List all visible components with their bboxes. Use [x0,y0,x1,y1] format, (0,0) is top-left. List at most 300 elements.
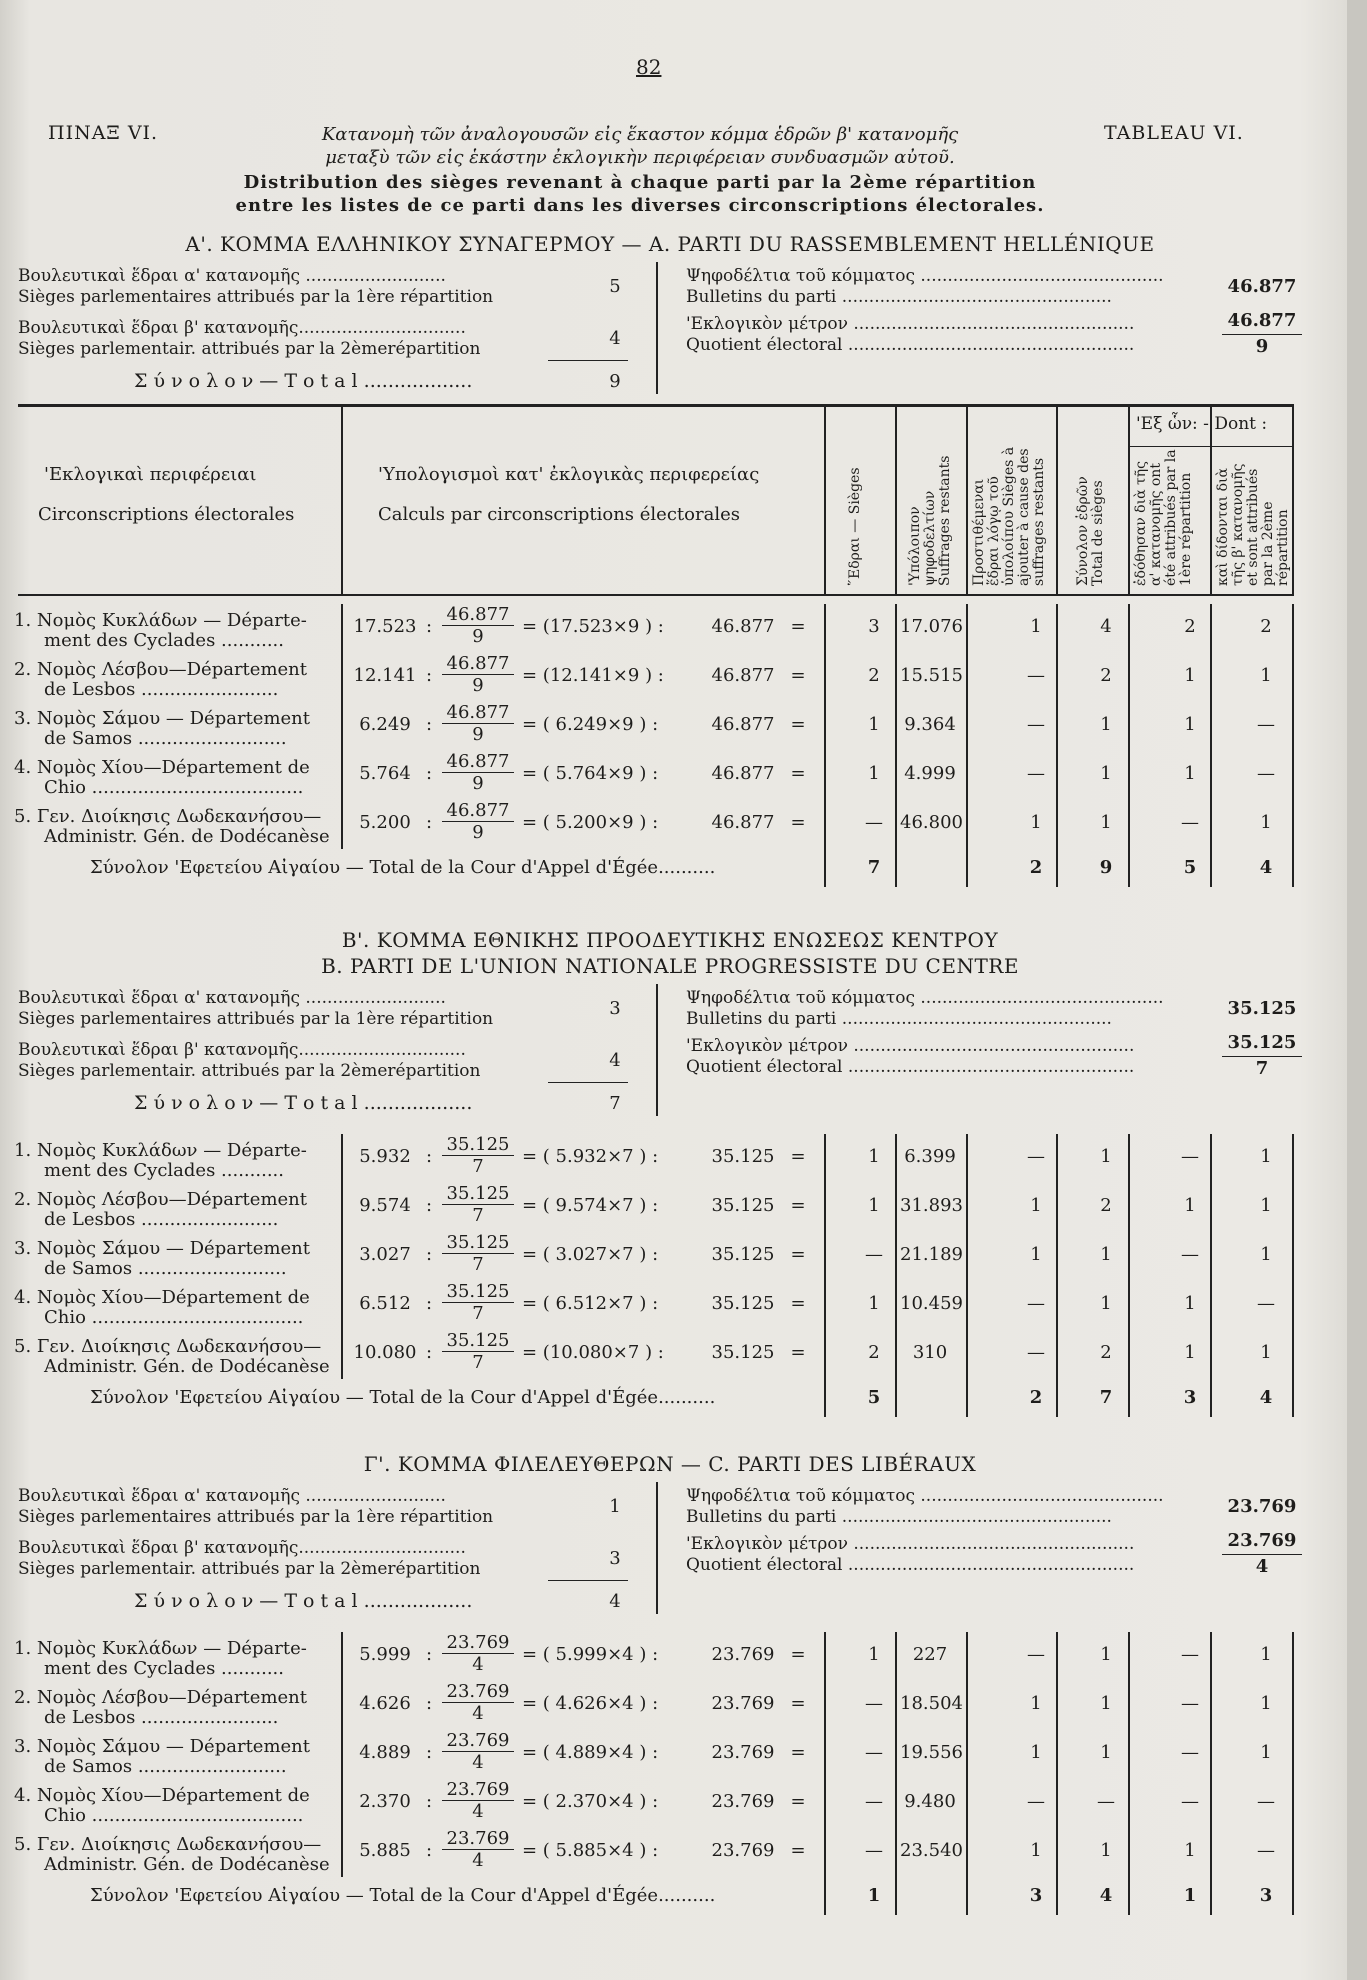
body-column-rule [1056,1134,1058,1417]
total-first-sum: 5 [1183,857,1197,878]
quotient-fraction [442,604,514,647]
calculation-divisor: 23.769 [711,1644,775,1665]
district-votes: 5.932 [359,1146,411,1167]
second-allocation-value: — [1257,1791,1275,1812]
total-sieges-value: 1 [1100,714,1112,735]
quotient-fraction [442,1632,514,1675]
seats-value: 1 [868,714,880,735]
equals-sign: = [790,1693,806,1714]
electoral-quotient-value: 23.769 [1227,1530,1297,1551]
body-column-rule [1292,1134,1294,1417]
party-ballots-french: Bulletins du parti .................................................. [686,287,1112,307]
body-column-rule [1128,1632,1130,1915]
first-allocation-value: 1 [1184,1195,1196,1216]
party-ballots-value: 23.769 [1227,1496,1297,1517]
party-ballots-value: 46.877 [1227,276,1297,297]
party-name: Γ'. ΚΟΜΜΑ ΦΙΛΕΛΕΥΘΕΡΩΝ — C. PARTI DES LIBÉRAUX [363,1452,977,1476]
title-greek-line2: μεταξὺ τῶν εἰς ἑκάστην ἐκλογικὴν περιφέρειαν συνδυασμῶν αὐτοῦ. [325,147,955,168]
quotient-fraction-line [1222,334,1302,335]
district-name-greek: 2. Νομὸς Λέσβου—Département [14,1189,307,1210]
total-second-sum: 4 [1259,857,1273,878]
total-sieges-value: 1 [1100,763,1112,784]
calculation-divisor: 46.877 [711,812,775,833]
header-bottom-rule [18,594,1294,596]
fraction-numerator: 23.769 [442,1730,514,1752]
second-allocation-value: — [1257,763,1275,784]
second-allocation-value: 1 [1260,1146,1272,1167]
equals-sign: = [790,1644,806,1665]
second-allocation-value: 1 [1260,1342,1272,1363]
calculation-divisor: 35.125 [711,1195,775,1216]
sieges-ajoutes-value: 1 [1030,1693,1042,1714]
calculation-expression: = ( 5.885×4 ) : [522,1840,659,1861]
body-column-rule [1128,604,1130,887]
fraction-denominator: 9 [472,822,484,843]
first-allocation-value: — [1181,1146,1199,1167]
party-ballots-french: Bulletins du parti .................................................. [686,1507,1112,1527]
district-name-greek: 5. Γεν. Διοίκησις Δωδεκανήσου— [14,1834,322,1855]
calculation-divisor: 23.769 [711,1791,775,1812]
equals-sign: = [790,1791,806,1812]
fraction-numerator: 46.877 [442,751,514,773]
seats-value: — [865,1244,883,1265]
total-seats-sum: 5 [867,1387,881,1408]
party-name-french: B. PARTI DE L'UNION NATIONALE PROGRESSISTE DU CENTRE [321,954,1019,978]
district-votes: 5.764 [359,763,411,784]
total-added-sum: 3 [1029,1885,1043,1906]
body-column-rule [895,604,897,887]
body-column-rule [824,1632,826,1915]
equals-sign: = [790,1840,806,1861]
quotient-fraction [442,751,514,794]
district-name-greek: 1. Νομὸς Κυκλάδων — Départe- [14,1638,307,1659]
fraction-denominator: 4 [472,1850,484,1871]
fraction-numerator: 46.877 [442,653,514,675]
title-french-line1: Distribution des sièges revenant à chaque parti par la 2ème répartition [243,172,1037,193]
column-first-allocation: ἐδόθησαν διὰ τῆς α' κατανομῆς ont été attribués par la 1ère répartition [1133,449,1194,586]
quotient-fraction [442,800,514,843]
first-allocation-value: 2 [1184,616,1196,637]
suffrages-restants-value: 15.515 [900,665,963,686]
total-second-sum: 3 [1259,1885,1273,1906]
sieges-ajoutes-value: — [1027,1644,1045,1665]
quotient-fraction [442,1730,514,1773]
sum-underline [548,1082,628,1083]
fraction-denominator: 7 [472,1156,484,1177]
fraction-numerator: 35.125 [442,1330,514,1352]
total-sieges-sum: 9 [1099,857,1113,878]
calculation-divisor: 46.877 [711,763,775,784]
seats-value: — [865,1693,883,1714]
first-allocation-value: — [1181,1693,1199,1714]
quotient-fraction [442,1779,514,1822]
calculation-expression: = ( 9.574×7 ) : [522,1195,659,1216]
calculation-expression: = ( 5.932×7 ) : [522,1146,659,1167]
seats-value: 1 [868,1293,880,1314]
calculation-expression: = (10.080×7 ) : [522,1342,664,1363]
calculation-divisor: 23.769 [711,1742,775,1763]
fraction-numerator: 23.769 [442,1779,514,1801]
district-votes: 4.889 [359,1742,411,1763]
colon-operator: : [425,714,433,735]
total-sieges-value: 1 [1100,1742,1112,1763]
body-column-rule [966,604,968,887]
seats-first-allocation-french: Sièges parlementaires attribués par la 1ère répartition [18,1507,494,1527]
electoral-quotient-value: 35.125 [1227,1032,1297,1053]
seats-first-allocation-value: 5 [609,276,621,297]
sum-underline [548,1580,628,1581]
first-allocation-value: 1 [1184,1840,1196,1861]
seats-first-allocation-greek: Βουλευτικαὶ ἕδραι α' κατανομῆς .......................... [18,1486,446,1506]
second-allocation-value: 1 [1260,1644,1272,1665]
summary-divider [656,984,658,1116]
district-votes: 5.200 [359,812,411,833]
equals-sign: = [790,763,806,784]
first-allocation-value: — [1181,1742,1199,1763]
seats-first-allocation-french: Sièges parlementaires attribués par la 1ère répartition [18,1009,494,1029]
party-ballots-greek: Ψηφοδέλτια τοῦ κόμματος ............................................. [686,988,1164,1008]
electoral-quotient-greek: 'Εκλογικὸν μέτρον .................................................... [686,1534,1135,1554]
fraction-numerator: 35.125 [442,1281,514,1303]
district-name-greek: 3. Νομὸς Σάμου — Département [14,1238,310,1259]
first-allocation-value: — [1181,1644,1199,1665]
district-name-french: Chio ..................................... [44,1307,304,1328]
fraction-denominator: 7 [472,1205,484,1226]
body-column-rule [824,1134,826,1417]
electoral-quotient-greek: 'Εκλογικὸν μέτρον .................................................... [686,1036,1135,1056]
first-allocation-value: 1 [1184,714,1196,735]
fraction-denominator: 7 [472,1352,484,1373]
column-sieges-ajoutes: Προστιθέμεναι ἕδραι λόγῳ τοῦ ὑπολοίπου Sièges à ajouter à cause des suffrages restants [971,446,1047,586]
seats-second-allocation-french: Sièges parlementair. attribués par la 2èmerépartition [18,1061,481,1081]
party-ballots-value: 35.125 [1227,998,1297,1019]
fraction-denominator: 4 [472,1752,484,1773]
body-column-rule [966,1632,968,1915]
electoral-quotient-french: Quotient électoral ..................................................... [686,1555,1135,1575]
calculation-divisor: 46.877 [711,665,775,686]
title-french-line2: entre les listes de ce parti dans les diverses circonscriptions électorales. [235,195,1045,216]
seats-value: 1 [868,1146,880,1167]
quotient-fraction [442,1183,514,1226]
quotient-fraction [442,1134,514,1177]
body-column-rule [966,1134,968,1417]
seat-count-divisor: 7 [1255,1058,1269,1079]
district-name-greek: 3. Νομὸς Σάμου — Département [14,1736,310,1757]
district-name-french: de Lesbos ........................ [44,679,279,700]
calculation-divisor: 35.125 [711,1244,775,1265]
second-allocation-value: — [1257,714,1275,735]
total-sieges-value: 4 [1100,616,1112,637]
equals-sign: = [790,1195,806,1216]
sieges-ajoutes-value: — [1027,1146,1045,1167]
fraction-numerator: 23.769 [442,1828,514,1850]
sieges-ajoutes-value: 1 [1030,616,1042,637]
equals-sign: = [790,616,806,637]
district-votes: 9.574 [359,1195,411,1216]
district-name-greek: 5. Γεν. Διοίκησις Δωδεκανήσου— [14,1336,322,1357]
seats-first-allocation-greek: Βουλευτικαὶ ἕδραι α' κατανομῆς .......................... [18,988,446,1008]
total-sieges-value: 1 [1100,1840,1112,1861]
fraction-numerator: 35.125 [442,1183,514,1205]
quotient-fraction-line [1222,1554,1302,1555]
column-seats: ῞Εδραι — Sièges [847,467,863,586]
sieges-ajoutes-value: — [1027,714,1045,735]
calculation-expression: = ( 3.027×7 ) : [522,1244,659,1265]
district-votes: 17.523 [353,616,417,637]
first-allocation-value: 1 [1184,763,1196,784]
calculation-expression: = ( 5.999×4 ) : [522,1644,659,1665]
seats-second-allocation-value: 4 [609,1050,621,1071]
party-ballots-french: Bulletins du parti .................................................. [686,1009,1112,1029]
district-votes: 4.626 [359,1693,411,1714]
fraction-numerator: 46.877 [442,702,514,724]
fraction-numerator: 23.769 [442,1632,514,1654]
second-allocation-value: 1 [1260,1195,1272,1216]
total-sieges-value: 1 [1100,1244,1112,1265]
total-sieges-value: 2 [1100,1195,1112,1216]
district-votes: 6.249 [359,714,411,735]
calculation-expression: = ( 5.200×9 ) : [522,812,659,833]
body-column-rule [824,604,826,887]
header-column-rule [341,404,343,594]
quotient-fraction [442,1681,514,1724]
first-allocation-value: — [1181,812,1199,833]
suffrages-restants-value: 10.459 [900,1293,963,1314]
second-allocation-value: — [1257,1293,1275,1314]
first-allocation-value: — [1181,1791,1199,1812]
fraction-denominator: 9 [472,626,484,647]
equals-sign: = [790,1342,806,1363]
seat-count-divisor: 9 [1255,336,1269,357]
quotient-fraction [442,653,514,696]
seats-second-allocation-value: 4 [609,328,621,349]
suffrages-restants-value: 19.556 [900,1742,963,1763]
first-allocation-value: 1 [1184,1342,1196,1363]
calculation-expression: = ( 5.764×9 ) : [522,763,659,784]
calculation-divisor: 35.125 [711,1293,775,1314]
district-name-greek: 4. Νομὸς Χίου—Département de [14,757,310,778]
total-added-sum: 2 [1029,857,1043,878]
page-edge [1347,0,1367,1980]
district-votes: 5.885 [359,1840,411,1861]
total-first-sum: 3 [1183,1387,1197,1408]
body-column-rule [1210,1134,1212,1417]
district-name-greek: 2. Νομὸς Λέσβου—Département [14,1687,307,1708]
body-column-rule [1210,1632,1212,1915]
seats-value: 1 [868,1195,880,1216]
seats-total-value: 7 [609,1093,621,1114]
party-ballots-greek: Ψηφοδέλτια τοῦ κόμματος ............................................. [686,266,1164,286]
district-votes: 5.999 [359,1644,411,1665]
title-greek-line1: Κατανομὴ τῶν ἀναλογουσῶν εἰς ἕκαστον κόμμα ἑδρῶν β' κατανομῆς [321,124,959,145]
second-allocation-value: 1 [1260,1244,1272,1265]
seats-value: — [865,1840,883,1861]
column-suffrages-restants: 'Υπόλοιπον ψηφοδελτίων Suffrages restants [907,455,953,586]
fraction-numerator: 46.877 [442,800,514,822]
body-column-rule [1292,604,1294,887]
body-column-rule [1292,1632,1294,1915]
calculation-divisor: 35.125 [711,1146,775,1167]
table-top-rule [18,404,1294,407]
colon-operator: : [425,1742,433,1763]
district-votes: 10.080 [353,1342,417,1363]
fraction-denominator: 9 [472,773,484,794]
colon-operator: : [425,1195,433,1216]
column-second-allocation: καὶ δίδονται διὰ τῆς β' κατανομῆς et sont attribués par la 2ème répartition [1215,463,1291,586]
sieges-ajoutes-value: 1 [1030,1742,1042,1763]
district-name-french: Administr. Gén. de Dodécanèse [44,1356,330,1377]
sieges-ajoutes-value: 1 [1030,1840,1042,1861]
second-allocation-value: 1 [1260,1693,1272,1714]
party-name: Β'. ΚΟΜΜΑ ΕΘΝΙΚΗΣ ΠΡΟΟΔΕΥΤΙΚΗΣ ΕΝΩΣΕΩΣ ΚΕΝΤΡΟΥ [341,928,999,952]
seats-second-allocation-french: Sièges parlementair. attribués par la 2èmerépartition [18,1559,481,1579]
electoral-quotient-greek: 'Εκλογικὸν μέτρον .................................................... [686,314,1135,334]
district-name-greek: 4. Νομὸς Χίου—Département de [14,1785,310,1806]
sieges-ajoutes-value: — [1027,763,1045,784]
colon-operator: : [425,1693,433,1714]
total-added-sum: 2 [1029,1387,1043,1408]
body-column-rule [1128,1134,1130,1417]
suffrages-restants-value: 31.893 [900,1195,963,1216]
second-allocation-value: 1 [1260,665,1272,686]
calculation-expression: = ( 6.512×7 ) : [522,1293,659,1314]
suffrages-restants-value: 17.076 [900,616,963,637]
district-name-greek: 2. Νομὸς Λέσβου—Département [14,659,307,680]
sieges-ajoutes-value: 1 [1030,812,1042,833]
fraction-denominator: 9 [472,724,484,745]
calculation-divisor: 46.877 [711,616,775,637]
equals-sign: = [790,1244,806,1265]
colon-operator: : [425,1342,433,1363]
colon-operator: : [425,1244,433,1265]
seats-total-value: 4 [609,1591,621,1612]
calculation-divisor: 23.769 [711,1840,775,1861]
party-name: Α'. ΚΟΜΜΑ ΕΛΛΗΝΙΚΟΥ ΣΥΝΑΓΕΡΜΟΥ — A. PARTI DU RASSEMBLEMENT HELLÉNIQUE [185,232,1155,256]
fraction-denominator: 9 [472,675,484,696]
seats-first-allocation-value: 1 [609,1496,621,1517]
fraction-denominator: 7 [472,1303,484,1324]
district-name-greek: 1. Νομὸς Κυκλάδων — Départe- [14,1140,307,1161]
district-name-french: Administr. Gén. de Dodécanèse [44,826,330,847]
seats-total-label: Σ ύ ν ο λ ο ν — T o t a l .................. [134,370,473,392]
district-name-greek: 5. Γεν. Διοίκησις Δωδεκανήσου— [14,806,322,827]
seats-first-allocation-value: 3 [609,998,621,1019]
seats-value: — [865,1742,883,1763]
seats-value: 2 [868,1342,880,1363]
calculation-expression: = (17.523×9 ) : [522,616,664,637]
equals-sign: = [790,812,806,833]
district-votes: 12.141 [353,665,417,686]
colon-operator: : [425,1146,433,1167]
seats-total-value: 9 [609,371,621,392]
fraction-numerator: 46.877 [442,604,514,626]
seats-first-allocation-greek: Βουλευτικαὶ ἕδραι α' κατανομῆς .......................... [18,266,446,286]
header-column-rule [1128,404,1130,594]
second-allocation-value: 1 [1260,1742,1272,1763]
district-name-greek: 1. Νομὸς Κυκλάδων — Départe- [14,610,307,631]
seats-second-allocation-value: 3 [609,1548,621,1569]
suffrages-restants-value: 9.364 [904,714,956,735]
table-label-greek: ΠΙΝΑΞ VI. [48,122,159,144]
district-name-french: de Samos .......................... [44,1258,287,1279]
column-circonscriptions-french: Circonscriptions électorales [38,504,295,525]
second-allocation-value: 2 [1260,616,1272,637]
total-seats-sum: 1 [867,1885,881,1906]
seats-total-label: Σ ύ ν ο λ ο ν — T o t a l .................. [134,1092,473,1114]
district-votes: 2.370 [359,1791,411,1812]
district-name-french: de Lesbos ........................ [44,1209,279,1230]
column-total-sieges: Σύνολον ἑδρῶν Total de sièges [1075,476,1106,586]
fraction-denominator: 4 [472,1654,484,1675]
district-name-french: de Samos .......................... [44,1756,287,1777]
seats-total-label: Σ ύ ν ο λ ο ν — T o t a l .................. [134,1590,473,1612]
seats-second-allocation-french: Sièges parlementair. attribués par la 2èmerépartition [18,339,481,359]
equals-sign: = [790,665,806,686]
fraction-numerator: 35.125 [442,1134,514,1156]
fraction-numerator: 35.125 [442,1232,514,1254]
fraction-denominator: 4 [472,1703,484,1724]
column-calculs-french: Calculs par circonscriptions électorales [378,504,740,525]
quotient-fraction [442,702,514,745]
colon-operator: : [425,665,433,686]
header-column-rule [1056,404,1058,594]
calculation-divisor: 46.877 [711,714,775,735]
colon-operator: : [425,1840,433,1861]
calculation-expression: = ( 6.249×9 ) : [522,714,659,735]
electoral-quotient-french: Quotient électoral ..................................................... [686,335,1135,355]
summary-divider [656,1482,658,1614]
seats-value: 1 [868,763,880,784]
equals-sign: = [790,714,806,735]
suffrages-restants-value: 227 [912,1644,948,1665]
summary-divider [656,262,658,394]
sieges-ajoutes-value: — [1027,665,1045,686]
calculation-divisor: 35.125 [711,1342,775,1363]
header-column-rule [966,404,968,594]
body-column-rule [895,1632,897,1915]
quotient-fraction [442,1281,514,1324]
seats-second-allocation-greek: Βουλευτικαὶ ἕδραι β' κατανομῆς............................... [18,1538,466,1558]
electoral-quotient-french: Quotient électoral ..................................................... [686,1057,1135,1077]
court-total-label: Σύνολον 'Εφετείου Αἰγαίου — Total de la Cour d'Appel d'Égée.......... [90,857,716,878]
seats-value: — [865,1791,883,1812]
total-seats-sum: 7 [867,857,881,878]
district-name-french: de Lesbos ........................ [44,1707,279,1728]
suffrages-restants-value: 23.540 [900,1840,963,1861]
body-column-rule [1056,1632,1058,1915]
seat-count-divisor: 4 [1255,1556,1269,1577]
total-sieges-sum: 7 [1099,1387,1113,1408]
district-name-french: ment des Cyclades ........... [44,1160,284,1181]
district-name-french: Administr. Gén. de Dodécanèse [44,1854,330,1875]
party-ballots-greek: Ψηφοδέλτια τοῦ κόμματος ............................................. [686,1486,1164,1506]
suffrages-restants-value: 6.399 [904,1146,956,1167]
total-sieges-value: 1 [1100,1693,1112,1714]
total-sieges-value: 2 [1100,665,1112,686]
body-column-rule [1056,604,1058,887]
fraction-numerator: 23.769 [442,1681,514,1703]
column-calculs-greek: 'Υπολογισμοὶ κατ' ἐκλογικὰς περιφερείας [378,464,760,485]
district-name-french: Chio ..................................... [44,1805,304,1826]
page-number: 82 [636,55,662,79]
calculation-expression: = ( 4.626×4 ) : [522,1693,659,1714]
quotient-fraction [442,1330,514,1373]
sum-underline [548,360,628,361]
total-sieges-value: 1 [1100,812,1112,833]
seats-value: — [865,812,883,833]
seats-value: 2 [868,665,880,686]
electoral-quotient-value: 46.877 [1227,310,1297,331]
